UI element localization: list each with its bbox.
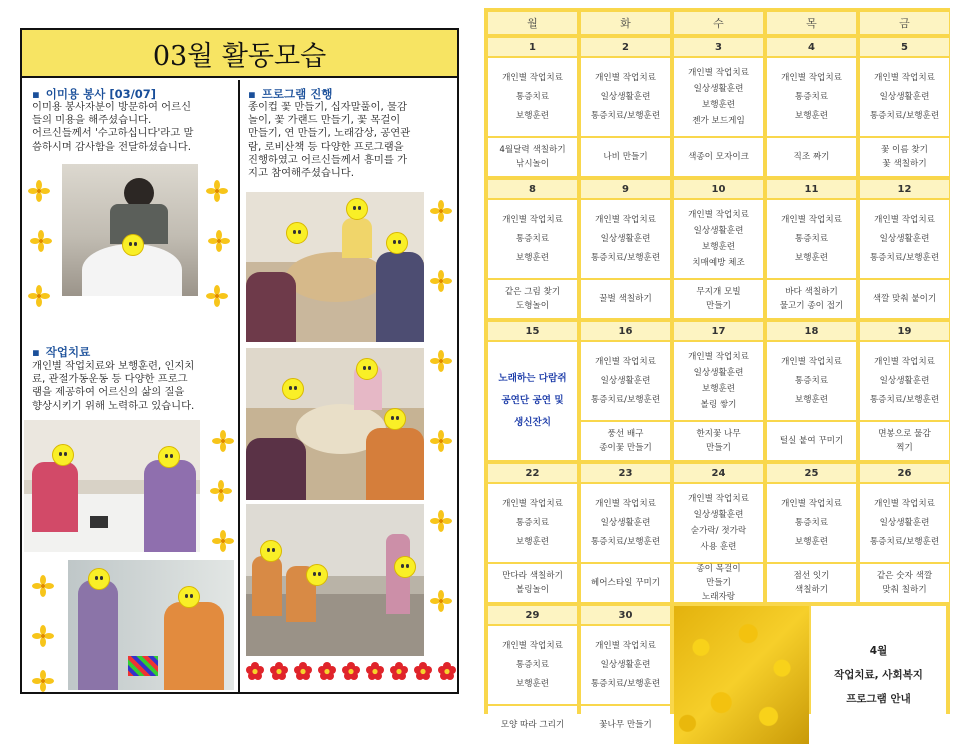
ot-line-1: 개인별 작업치료와 보행훈련, 인지치 <box>32 360 195 372</box>
barber-line-2: 들의 미용을 해주셨습니다. <box>32 114 152 127</box>
program-line-2: 놀이, 꽃 가랜드 만들기, 꽃 목걸이 <box>248 114 401 127</box>
activity-line: 통증치료 <box>794 375 829 386</box>
program-cell <box>860 138 949 176</box>
weekday-header: 금 <box>860 12 949 34</box>
bullet-icon: ▪ <box>248 87 256 101</box>
activity-line: 일상생활훈련 <box>693 226 744 236</box>
activity-line: 통증치료/보행훈련 <box>869 110 940 121</box>
program-cell <box>860 280 949 318</box>
program-photo-1 <box>246 192 424 342</box>
info-line: 4월 <box>869 645 888 657</box>
activity-line: 통증치료/보행훈련 <box>590 536 661 547</box>
activity-line: 개인별 작업치료 <box>874 214 935 225</box>
barber-heading-text: 이미용 봉사 [03/07] <box>45 87 157 101</box>
activity-line: 보행훈련 <box>515 110 550 121</box>
activity-line: 통증치료 <box>515 517 550 528</box>
date-cell: 4 <box>767 38 856 56</box>
date-cell: 1 <box>488 38 577 56</box>
activity-line: 개인별 작업치료 <box>502 214 563 225</box>
date-cell: 10 <box>674 180 763 198</box>
date-cell: 22 <box>488 464 577 482</box>
program-line: 직조 짜기 <box>793 152 830 162</box>
program-line: 도형놀이 <box>515 301 550 311</box>
bullet-icon: ▪ <box>32 345 40 359</box>
flower-icon <box>430 350 452 372</box>
program-line: 색종이 모자이크 <box>688 152 749 162</box>
activity-line: 숟가락/ 젓가락 <box>690 526 747 536</box>
activity-line: 개인별 작업치료 <box>688 494 749 504</box>
program-section-body <box>248 101 458 180</box>
activity-cell <box>860 342 949 420</box>
activity-line: 통증치료/보행훈련 <box>869 536 940 547</box>
activity-calendar <box>484 8 950 730</box>
face-sticker-icon <box>260 540 282 562</box>
date-cell: 24 <box>674 464 763 482</box>
activity-line: 개인별 작업치료 <box>874 72 935 83</box>
date-cell: 12 <box>860 180 949 198</box>
activity-line: 일상생활훈련 <box>879 375 930 386</box>
date-cell: 23 <box>581 464 670 482</box>
program-cell <box>488 706 577 744</box>
program-cell <box>674 422 763 460</box>
event-cell <box>488 342 577 460</box>
red-flower-icon <box>438 662 456 680</box>
program-line: 무지개 모빌 <box>696 287 741 297</box>
program-line: 찍기 <box>896 443 913 453</box>
activity-cell <box>674 58 763 136</box>
red-flower-icon <box>270 662 288 680</box>
activity-line: 통증치료 <box>515 659 550 670</box>
red-flower-icon <box>246 662 264 680</box>
activity-line: 개인별 작업치료 <box>781 72 842 83</box>
date-cell: 15 <box>488 322 577 340</box>
activity-line: 보행훈련 <box>701 100 736 110</box>
activity-line: 일상생활훈련 <box>600 375 651 386</box>
activity-line: 치매예방 체조 <box>692 258 745 268</box>
info-line: 프로그램 안내 <box>846 693 911 705</box>
activity-cell <box>674 484 763 562</box>
program-line: 노래자랑 <box>701 592 736 602</box>
activity-line: 개인별 작업치료 <box>502 72 563 83</box>
activity-line: 개인별 작업치료 <box>688 68 749 78</box>
program-line: 풍선 배구 <box>607 429 644 439</box>
program-line: 4월달력 색칠하기 <box>499 145 566 155</box>
activity-line: 보행훈련 <box>701 242 736 252</box>
program-cell <box>767 138 856 176</box>
activity-line: 개인별 작업치료 <box>874 356 935 367</box>
activity-line: 보행훈련 <box>794 536 829 547</box>
flower-icon <box>28 180 50 202</box>
activity-cell <box>488 484 577 562</box>
activity-cell <box>581 58 670 136</box>
face-sticker-icon <box>52 444 74 466</box>
program-cell <box>581 280 670 318</box>
program-line: 꽃나무 만들기 <box>599 720 652 730</box>
activity-cell <box>581 626 670 704</box>
activity-cell <box>581 200 670 278</box>
activity-line: 통증치료/보행훈련 <box>869 252 940 263</box>
april-program-info <box>811 606 946 744</box>
date-cell: 29 <box>488 606 577 624</box>
event-line: 노래하는 다람쥐 <box>498 373 567 384</box>
flower-icon <box>206 180 228 202</box>
activity-line: 개인별 작업치료 <box>781 498 842 509</box>
red-flower-icon <box>318 662 336 680</box>
activity-line: 일상생활훈련 <box>879 517 930 528</box>
program-photo-2 <box>246 348 424 500</box>
bullet-icon: ▪ <box>32 87 40 101</box>
info-line: 작업치료, 사회복지 <box>834 669 923 681</box>
weekday-header: 화 <box>581 12 670 34</box>
column-divider <box>238 80 240 694</box>
activity-cell <box>581 342 670 420</box>
date-cell: 18 <box>767 322 856 340</box>
activity-line: 개인별 작업치료 <box>595 640 656 651</box>
ot-section-heading <box>32 344 90 360</box>
ot-photo-2 <box>68 560 234 690</box>
program-cell <box>581 422 670 460</box>
activity-line: 일상생활훈련 <box>879 91 930 102</box>
program-cell <box>581 706 670 744</box>
activity-line: 일상생활훈련 <box>693 510 744 520</box>
program-line-5: 진행하였고 어르신들께서 흥미를 가 <box>248 153 408 166</box>
program-line: 색깔 맞춰 붙이기 <box>872 294 937 304</box>
program-cell <box>767 422 856 460</box>
ot-line-4: 향상시키기 위해 노력하고 있습니다. <box>32 399 195 412</box>
program-line: 꿀벌 색칠하기 <box>599 294 652 304</box>
newsletter-panel <box>20 28 459 694</box>
flower-icon <box>208 230 230 252</box>
activity-cell <box>488 58 577 136</box>
program-cell <box>488 280 577 318</box>
program-cell <box>581 564 670 602</box>
activity-line: 일상생활훈련 <box>693 368 744 378</box>
program-cell <box>674 280 763 318</box>
activity-line: 개인별 작업치료 <box>595 72 656 83</box>
page-title: 03월 활동모습 <box>22 30 457 78</box>
face-sticker-icon <box>356 358 378 380</box>
program-photo-3 <box>246 504 424 656</box>
program-line: 모양 따라 그리기 <box>500 720 565 730</box>
program-line: 꽃 이름 찾기 <box>881 145 928 155</box>
activity-line: 개인별 작업치료 <box>688 210 749 220</box>
program-line-4: 람, 로비산책 등 다양한 프로그램을 <box>248 140 404 153</box>
program-line: 만들기 <box>706 301 731 311</box>
flower-icon <box>32 575 54 597</box>
program-line: 만들기 <box>706 578 731 588</box>
date-cell: 26 <box>860 464 949 482</box>
program-line: 꽃 색칠하기 <box>882 159 927 169</box>
program-line: 만들기 <box>706 443 731 453</box>
activity-line: 보행훈련 <box>794 394 829 405</box>
barber-section-heading <box>32 86 156 102</box>
forsythia-photo <box>674 606 809 744</box>
program-line: 종이 목걸이 <box>696 564 741 574</box>
date-cell: 19 <box>860 322 949 340</box>
ot-line-2: 료, 관절가동운동 등 다양한 프로그 <box>32 373 188 386</box>
flower-icon <box>212 530 234 552</box>
activity-line: 통증치료/보행훈련 <box>590 678 661 689</box>
activity-line: 개인별 작업치료 <box>595 498 656 509</box>
program-line: 맞춰 칠하기 <box>882 585 927 595</box>
activity-cell <box>674 200 763 278</box>
activity-cell <box>767 484 856 562</box>
activity-cell <box>581 484 670 562</box>
flower-icon <box>210 480 232 502</box>
barber-line-4: 씀하시며 감사함을 전달하셨습니다. <box>32 140 192 153</box>
program-line-3: 만들기, 연 만들기, 노래감상, 공연관 <box>248 127 411 140</box>
date-cell: 5 <box>860 38 949 56</box>
activity-cell <box>488 200 577 278</box>
activity-cell <box>674 342 763 420</box>
activity-line: 개인별 작업치료 <box>874 498 935 509</box>
program-cell <box>488 564 577 602</box>
activity-line: 일상생활훈련 <box>879 233 930 244</box>
program-cell <box>488 138 577 176</box>
activity-line: 통증치료/보행훈련 <box>590 252 661 263</box>
activity-line: 통증치료 <box>515 91 550 102</box>
date-cell: 3 <box>674 38 763 56</box>
face-sticker-icon <box>178 586 200 608</box>
ot-section-body <box>32 360 236 413</box>
weekday-header: 월 <box>488 12 577 34</box>
program-cell <box>860 564 949 602</box>
barber-section-body <box>32 101 236 154</box>
activity-line: 개인별 작업치료 <box>595 214 656 225</box>
program-line: 만다라 색칠하기 <box>502 571 563 581</box>
activity-line: 개인별 작업치료 <box>781 214 842 225</box>
activity-line: 통증치료 <box>794 517 829 528</box>
activity-line: 보행훈련 <box>515 536 550 547</box>
program-line: 물고기 종이 접기 <box>779 301 844 311</box>
date-cell: 2 <box>581 38 670 56</box>
flower-icon <box>32 625 54 647</box>
activity-line: 젠가 보드게임 <box>692 116 745 126</box>
program-line: 점선 잇기 <box>793 571 830 581</box>
face-sticker-icon <box>346 198 368 220</box>
program-cell <box>674 564 763 602</box>
face-sticker-icon <box>386 232 408 254</box>
activity-line: 개인별 작업치료 <box>502 498 563 509</box>
activity-line: 일상생활훈련 <box>693 84 744 94</box>
program-line: 바다 색칠하기 <box>785 287 838 297</box>
activity-cell <box>860 58 949 136</box>
activity-line: 개인별 작업치료 <box>688 352 749 362</box>
activity-line: 보행훈련 <box>794 252 829 263</box>
activity-cell <box>860 200 949 278</box>
face-sticker-icon <box>88 568 110 590</box>
activity-line: 보행훈련 <box>701 384 736 394</box>
activity-line: 사용 훈련 <box>700 542 737 552</box>
date-cell: 11 <box>767 180 856 198</box>
date-cell: 17 <box>674 322 763 340</box>
red-flower-icon <box>414 662 432 680</box>
red-flower-icon <box>294 662 312 680</box>
ot-heading-text: 작업치료 <box>45 345 91 359</box>
program-line: 볼링놀이 <box>515 585 550 595</box>
program-line: 면봉으로 물감 <box>878 429 931 439</box>
activity-line: 보행훈련 <box>515 252 550 263</box>
date-cell: 8 <box>488 180 577 198</box>
activity-cell <box>767 58 856 136</box>
date-cell: 25 <box>767 464 856 482</box>
activity-line: 통증치료 <box>794 91 829 102</box>
activity-line: 개인별 작업치료 <box>502 640 563 651</box>
program-section-heading <box>248 86 332 102</box>
program-line: 헤어스타일 꾸미기 <box>590 578 661 588</box>
activity-cell <box>767 342 856 420</box>
program-line: 낚시놀이 <box>515 159 550 169</box>
activity-line: 볼링 쌓기 <box>700 400 737 410</box>
ot-photo-1 <box>24 420 200 552</box>
program-line-6: 지고 참여해주셨습니다. <box>248 167 355 180</box>
barber-photo <box>62 164 198 296</box>
program-line: 색칠하기 <box>794 585 829 595</box>
face-sticker-icon <box>384 408 406 430</box>
red-flower-icon <box>366 662 384 680</box>
flower-icon <box>28 285 50 307</box>
face-sticker-icon <box>122 234 144 256</box>
program-heading-text: 프로그램 진행 <box>261 87 333 101</box>
face-sticker-icon <box>282 378 304 400</box>
activity-cell <box>767 200 856 278</box>
date-cell: 9 <box>581 180 670 198</box>
flower-icon <box>430 590 452 612</box>
program-cell <box>767 280 856 318</box>
activity-line: 일상생활훈련 <box>600 517 651 528</box>
weekday-header: 수 <box>674 12 763 34</box>
program-line: 한지꽃 나무 <box>696 429 741 439</box>
date-cell: 16 <box>581 322 670 340</box>
flower-icon <box>206 285 228 307</box>
program-line-1: 종이컵 꽃 만들기, 십자말풀이, 물감 <box>248 101 407 113</box>
activity-line: 통증치료/보행훈련 <box>590 394 661 405</box>
barber-line-1: 이미용 봉사자분이 방문하여 어르신 <box>32 101 192 113</box>
activity-line: 개인별 작업치료 <box>595 356 656 367</box>
program-cell <box>581 138 670 176</box>
event-line: 공연단 공연 및 <box>501 395 564 406</box>
program-line: 종이꽃 만들기 <box>599 443 652 453</box>
flower-icon <box>430 270 452 292</box>
flower-icon <box>430 200 452 222</box>
ot-line-3: 램을 제공하여 어르신의 삶의 질을 <box>32 386 185 399</box>
activity-line: 개인별 작업치료 <box>781 356 842 367</box>
face-sticker-icon <box>286 222 308 244</box>
flower-icon <box>32 670 54 692</box>
flower-icon <box>212 430 234 452</box>
activity-cell <box>860 484 949 562</box>
face-sticker-icon <box>158 446 180 468</box>
flower-icon <box>30 230 52 252</box>
activity-line: 통증치료 <box>515 233 550 244</box>
activity-line: 통증치료/보행훈련 <box>590 110 661 121</box>
program-cell <box>860 422 949 460</box>
program-cell <box>674 138 763 176</box>
date-cell: 30 <box>581 606 670 624</box>
activity-cell <box>488 626 577 704</box>
flower-icon <box>430 510 452 532</box>
flower-icon <box>430 430 452 452</box>
program-line: 털실 붙여 꾸미기 <box>779 436 844 446</box>
face-sticker-icon <box>306 564 328 586</box>
red-flower-icon <box>342 662 360 680</box>
program-line: 같은 그림 찾기 <box>504 287 561 297</box>
activity-line: 통증치료 <box>794 233 829 244</box>
activity-line: 보행훈련 <box>794 110 829 121</box>
program-line: 나비 만들기 <box>603 152 648 162</box>
program-cell <box>767 564 856 602</box>
red-flower-icon <box>390 662 408 680</box>
activity-line: 통증치료/보행훈련 <box>869 394 940 405</box>
weekday-header: 목 <box>767 12 856 34</box>
activity-line: 보행훈련 <box>515 678 550 689</box>
barber-line-3: 어르신들께서 '수고하십니다'라고 말 <box>32 127 194 140</box>
red-flower-row <box>244 662 458 684</box>
activity-line: 일상생활훈련 <box>600 233 651 244</box>
event-line: 생신잔치 <box>513 417 552 428</box>
face-sticker-icon <box>394 556 416 578</box>
activity-line: 일상생활훈련 <box>600 91 651 102</box>
program-line: 같은 숫자 색깔 <box>876 571 933 581</box>
activity-line: 일상생활훈련 <box>600 659 651 670</box>
